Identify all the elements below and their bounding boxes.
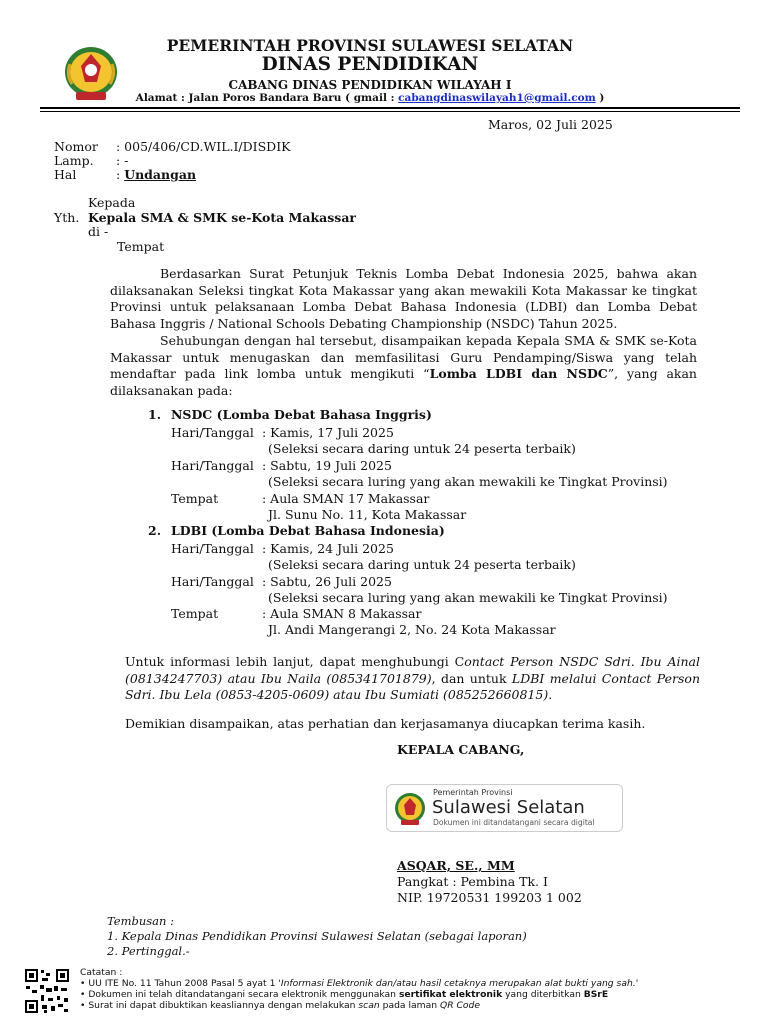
email-link[interactable]: cabangdinaswilayah1@gmail.com (398, 92, 596, 104)
p2-text-c: ”, yang akan dilaksanakan pada: (110, 366, 697, 398)
event-2-number: 2. (148, 523, 162, 538)
event-2-place-label: Tempat (171, 606, 219, 621)
event-1-date2-value: : Sabtu, 19 Juli 2025 (262, 458, 392, 473)
hal-value-line (116, 167, 196, 182)
event-2-date2-label: Hari/Tanggal (171, 574, 254, 589)
p2-emphasis: Lomba LDBI dan NSDC (429, 366, 608, 381)
footer-catatan: Catatan : (80, 967, 123, 978)
event-1-date1-value: : Kamis, 17 Juli 2025 (262, 425, 394, 440)
lamp-label: Lamp. (54, 153, 94, 168)
note-1-text-c: ' (635, 978, 639, 989)
event-1-place-address: Jl. Sunu No. 11, Kota Makassar (268, 507, 467, 522)
contact-ldbi: LDBI melalui Contact Person Sdri. Ibu Lela (0853-4205-0609) atau Ibu Sumiati (085252660815) (125, 670, 700, 702)
event-1-date1-note: (Seleksi secara daring untuk 24 peserta terbaik) (268, 441, 576, 456)
event-2-date1-value: : Kamis, 24 Juli 2025 (262, 541, 394, 556)
footer-note-2 (80, 989, 608, 1000)
footer-note-1 (80, 978, 638, 989)
note-1-italic: Informasi Elektronik dan/atau hasil cetaknya merupakan alat bukti yang sah. (280, 978, 636, 989)
lamp-value: : - (116, 153, 129, 168)
event-2-place-value: : Aula SMAN 8 Makassar (262, 606, 422, 621)
address-line (100, 92, 640, 104)
footer-note-3 (80, 1000, 480, 1011)
note-2-bold: sertifikat elektronik (398, 989, 503, 1000)
recipient-di: di - (88, 224, 109, 239)
yth: Yth. (54, 210, 80, 225)
signer-name: ASQAR, SE., MM (397, 858, 515, 873)
header-rule (40, 107, 740, 109)
tembusan-item-2: 2. Pertinggal.- (107, 944, 190, 958)
office-name: DINAS PENDIDIKAN (261, 54, 479, 75)
badge-subtext: Dokumen ini ditandatangani secara digital (433, 818, 595, 827)
event-1-date1-label: Hari/Tanggal (171, 425, 254, 440)
qr-code-icon[interactable] (24, 968, 70, 1014)
event-1-date2-label: Hari/Tanggal (171, 458, 254, 473)
note-3-qr: QR Code (439, 1000, 481, 1011)
event-1-date2-note: (Seleksi secara luring yang akan mewakili ke Tingkat Provinsi) (268, 474, 668, 489)
event-1-title: NSDC (Lomba Debat Bahasa Inggris) (171, 407, 432, 422)
badge-top-text: Pemerintah Provinsi (433, 788, 513, 797)
kepada: Kepada (88, 195, 136, 210)
nomor-value: : 005/406/CD.WIL.I/DISDIK (116, 139, 291, 154)
address-text: Alamat : Jalan Poros Bandara Baru ( gmail : (135, 92, 399, 104)
event-2-place-address: Jl. Andi Mangerangi 2, No. 24 Kota Makassar (268, 622, 556, 637)
note-2-text-c: yang diterbitkan (502, 989, 584, 1000)
event-2-date1-note: (Seleksi secara daring untuk 24 peserta terbaik) (268, 557, 576, 572)
note-2-bsre: BSrE (583, 989, 609, 1000)
note-2-text-a: • Dokumen ini telah ditandatangani secara elektronik menggunakan (80, 989, 399, 1000)
tembusan-item-1: 1. Kepala Dinas Pendidikan Provinsi Sulawesi Selatan (sebagai laporan) (107, 929, 527, 943)
note-1-text-a: • UU ITE No. 11 Tahun 2008 Pasal 5 ayat 1 ' (80, 978, 281, 989)
hal-label: Hal (54, 167, 77, 182)
signer-rank: Pangkat : Pembina Tk. I (397, 874, 548, 889)
branch-name: CABANG DINAS PENDIDIKAN WILAYAH I (228, 78, 512, 92)
event-1-place-value: : Aula SMAN 17 Makassar (262, 491, 430, 506)
note-3-text-a: • Surat ini dapat dibuktikan keasliannya dengan melakukan (80, 1000, 359, 1011)
note-3-scan: scan (358, 1000, 380, 1011)
recipient-name: Kepala SMA & SMK se-Kota Makassar (88, 210, 356, 225)
closing-sentence: Demikian disampaikan, atas perhatian dan kerjasamanya diucapkan terima kasih. (125, 716, 646, 731)
signer-nip: NIP. 19720531 199203 1 002 (397, 890, 582, 905)
hal-colon: : (116, 167, 125, 182)
event-2-title: LDBI (Lomba Debat Bahasa Indonesia) (171, 523, 445, 538)
contact-paragraph (125, 654, 700, 704)
recipient-tempat: Tempat (117, 239, 165, 254)
event-1-place-label: Tempat (171, 491, 219, 506)
contact-text-c: , dan untuk (431, 670, 512, 686)
p2-text-a: Sehubungan dengan hal tersebut, disampaikan kepada Kepala SMA & SMK se-Kota Makassar untuk menugaskan dan memfasilitasi Guru Pendamping/Siswa yang telah mendaftar pada link lomba untuk mengikuti “ (110, 333, 697, 381)
note-3-text-c: pada laman (379, 1000, 440, 1011)
header-rule-thin (40, 111, 740, 112)
signer-title: KEPALA CABANG, (397, 742, 525, 757)
province-seal-icon (393, 791, 427, 827)
badge-province-name: Sulawesi Selatan (432, 797, 585, 818)
event-2-date2-value: : Sabtu, 26 Juli 2025 (262, 574, 392, 589)
paragraph-1: Berdasarkan Surat Petunjuk Teknis Lomba Debat Indonesia 2025, bahwa akan dilaksanakan Seleksi tingkat Kota Makassar yang akan mewakili Kota Makassar ke tingkat Provinsi untuk pelaksanaan Lomba Debat Bahasa Indonesia (LDBI) dan Lomba Debat Bahasa Inggris / National Schools Debating Championship (NSDC) Tahun 2025. (110, 266, 697, 331)
tembusan-title: Tembusan : (107, 914, 174, 928)
paragraph-2 (110, 333, 697, 399)
contact-text-e: . (548, 687, 553, 702)
address-suffix: ) (595, 92, 605, 104)
digital-signature-badge (386, 784, 623, 832)
gov-name: PEMERINTAH PROVINSI SULAWESI SELATAN (166, 36, 574, 55)
contact-text-a: Untuk informasi lebih lanjut, dapat menghubungi C (125, 654, 465, 669)
hal-value: Undangan (124, 167, 197, 182)
nomor-label: Nomor (54, 139, 98, 154)
event-2-date1-label: Hari/Tanggal (171, 541, 254, 556)
contact-nsdc: ontact Person NSDC Sdri. Ibu Ainal (08134247703) atau Ibu Naila (085341701879) (125, 654, 700, 686)
date-place: Maros, 02 Juli 2025 (488, 117, 613, 132)
event-2-date2-note: (Seleksi secara luring yang akan mewakili ke Tingkat Provinsi) (268, 590, 668, 605)
event-1-number: 1. (148, 407, 162, 422)
